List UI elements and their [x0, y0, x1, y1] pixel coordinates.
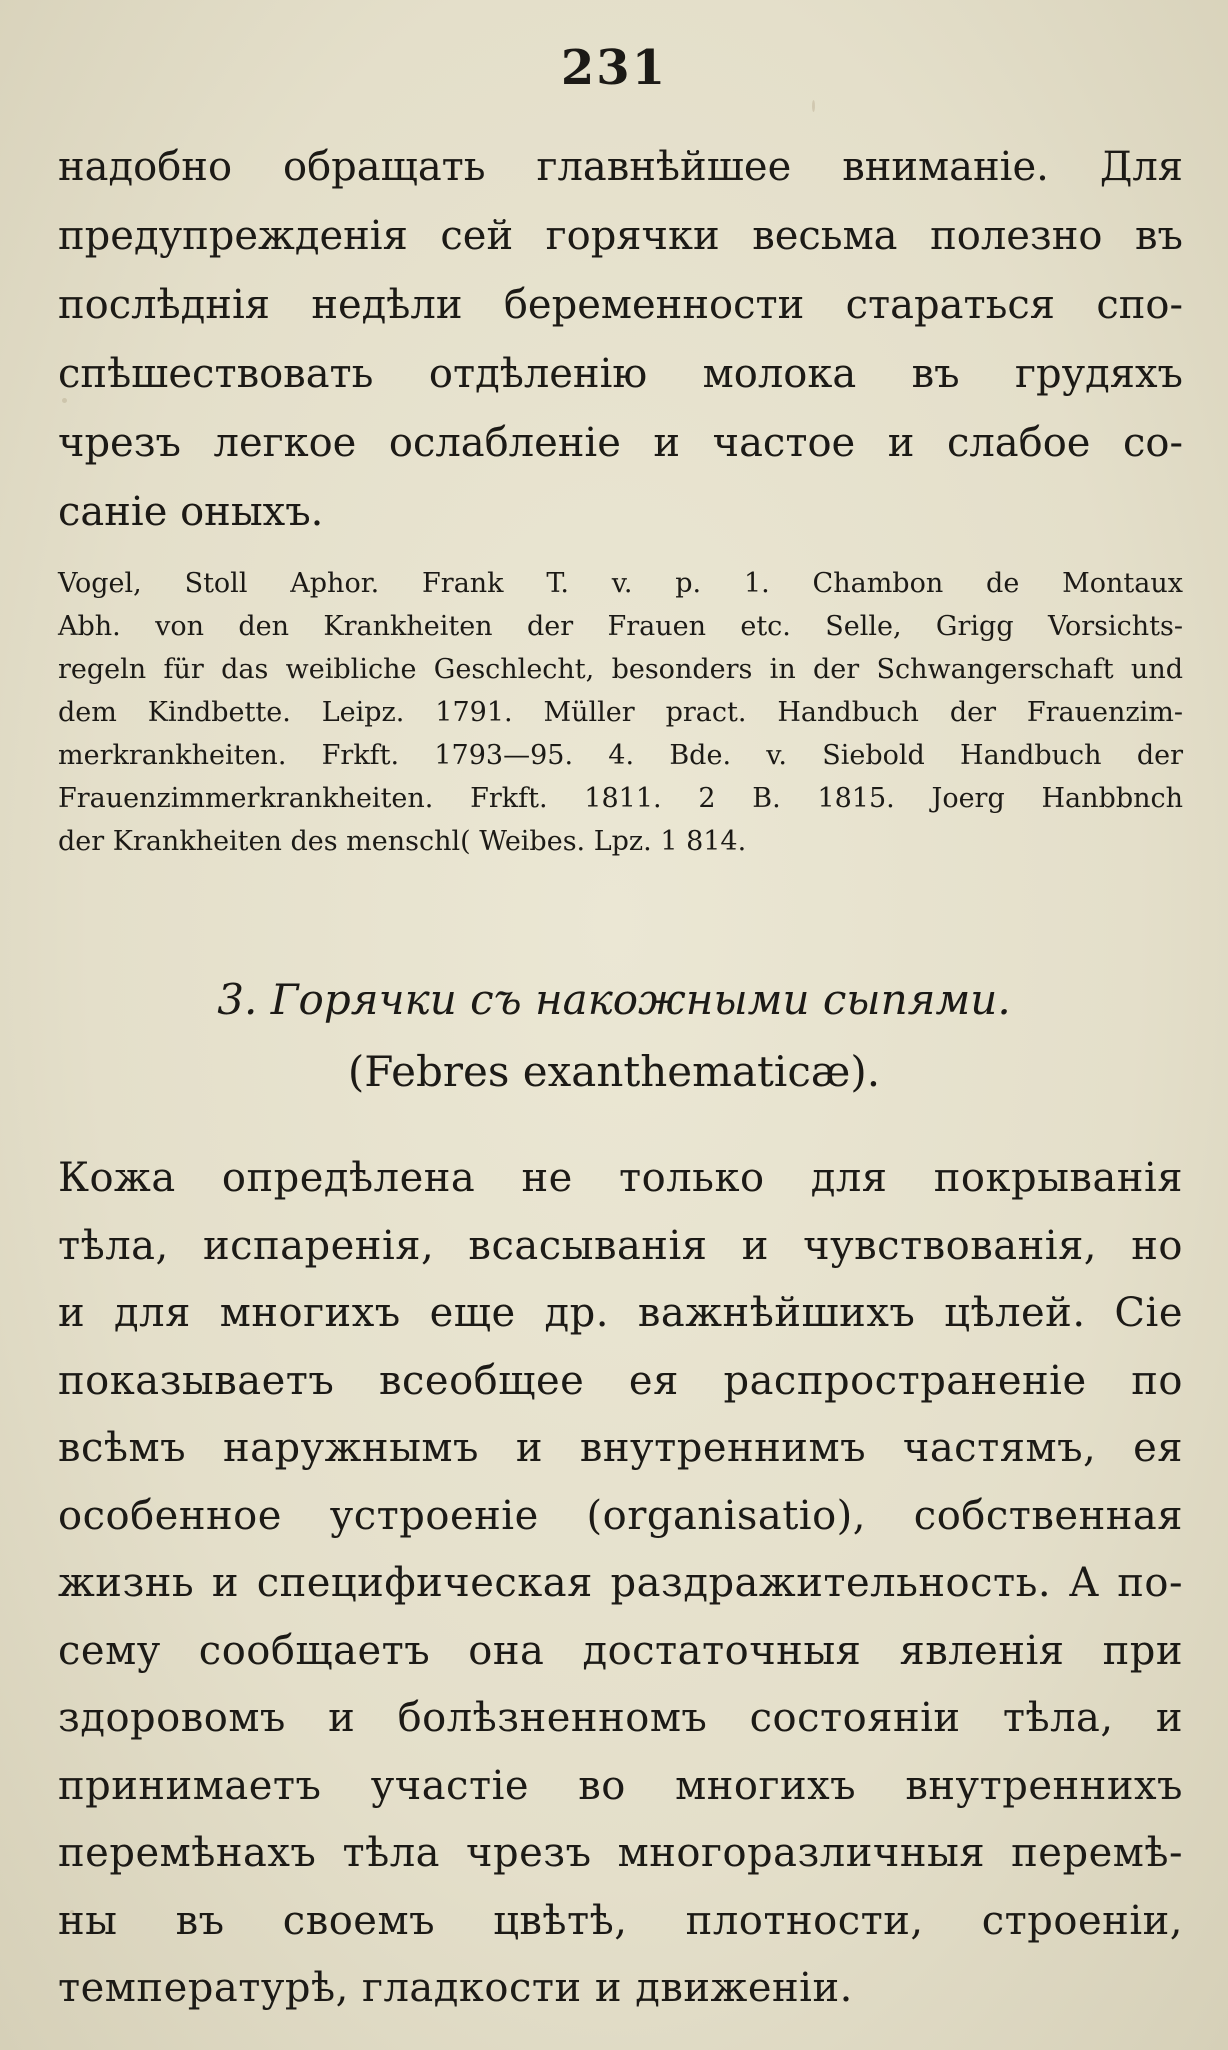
text-line: предупрежденія сей горячки весьма полезно въ [58, 213, 1183, 259]
text-line: здоровомъ и болѣзненномъ состояніи тѣла, и [58, 1695, 1183, 1741]
page-number: 231 [560, 40, 668, 96]
text-line: жизнь и специфическая раздражительность. А по- [58, 1560, 1183, 1606]
text-line: надобно обращать главнѣйшее вниманіе. Для [58, 144, 1183, 190]
reference-line: Abh. von den Krankheiten der Frauen etc. Selle, Grigg Vorsichts- [58, 611, 1183, 642]
reference-line: regeln für das weibliche Geschlecht, besonders in der Schwangerschaft und [58, 654, 1183, 685]
text-line: перемѣнахъ тѣла чрезъ многоразличныя перемѣ- [58, 1830, 1183, 1876]
text-line: всѣмъ наружнымъ и внутреннимъ частямъ, ея [58, 1425, 1183, 1471]
text-line: температурѣ, гладкости и движеніи. [58, 1965, 853, 2011]
reference-line: merkrankheiten. Frkft. 1793—95. 4. Bde. v. Siebold Handbuch der [58, 740, 1183, 771]
text-line: сему сообщаетъ она достаточныя явленія при [58, 1627, 1183, 1674]
text-line: тѣла, испаренія, всасыванія и чувствованія, но [58, 1222, 1183, 1269]
reference-line: der Krankheiten des menschl( Weibes. Lpz. 1 814. [58, 826, 747, 857]
text-line: ны въ своемъ цвѣтѣ, плотности, строеніи, [58, 1897, 1183, 1944]
reference-line: dem Kindbette. Leipz. 1791. Müller pract. Handbuch der Frauenzim- [58, 697, 1183, 728]
paragraph-2 [58, 1145, 1183, 2023]
text-line: особенное устроеніе (organisatio), собственная [58, 1492, 1183, 1539]
section-heading: 3. Горячки съ накожными сыпями. [217, 975, 1011, 1024]
paragraph-1 [58, 133, 1183, 547]
text-line: спѣшествовать отдѣленію молока въ грудяхъ [58, 351, 1183, 397]
references-block [58, 562, 1183, 863]
section-subheading: (Febres exanthematicæ). [347, 1047, 881, 1096]
reference-line: Frauenzimmerkrankheiten. Frkft. 1811. 2 B. 1815. Joerg Hanbbnch [58, 783, 1183, 814]
text-line: принимаетъ участіе во многихъ внутреннихъ [58, 1762, 1183, 1809]
text-line: саніе оныхъ. [58, 489, 324, 535]
text-line: послѣднія недѣли беременности стараться спо- [58, 282, 1183, 328]
paper-spot [812, 100, 815, 112]
text-line: чрезъ легкое ослабленіе и частое и слабое со- [58, 420, 1183, 466]
text-line: Кожа опредѣлена не только для покрыванія [58, 1155, 1183, 1201]
reference-line: Vogel, Stoll Aphor. Frank T. v. p. 1. Chambon de Montaux [58, 568, 1183, 599]
text-line: показываетъ всеобщее ея распространеніе по [58, 1357, 1183, 1404]
text-line: и для многихъ еще др. важнѣйшихъ цѣлей. Сіе [58, 1290, 1183, 1336]
